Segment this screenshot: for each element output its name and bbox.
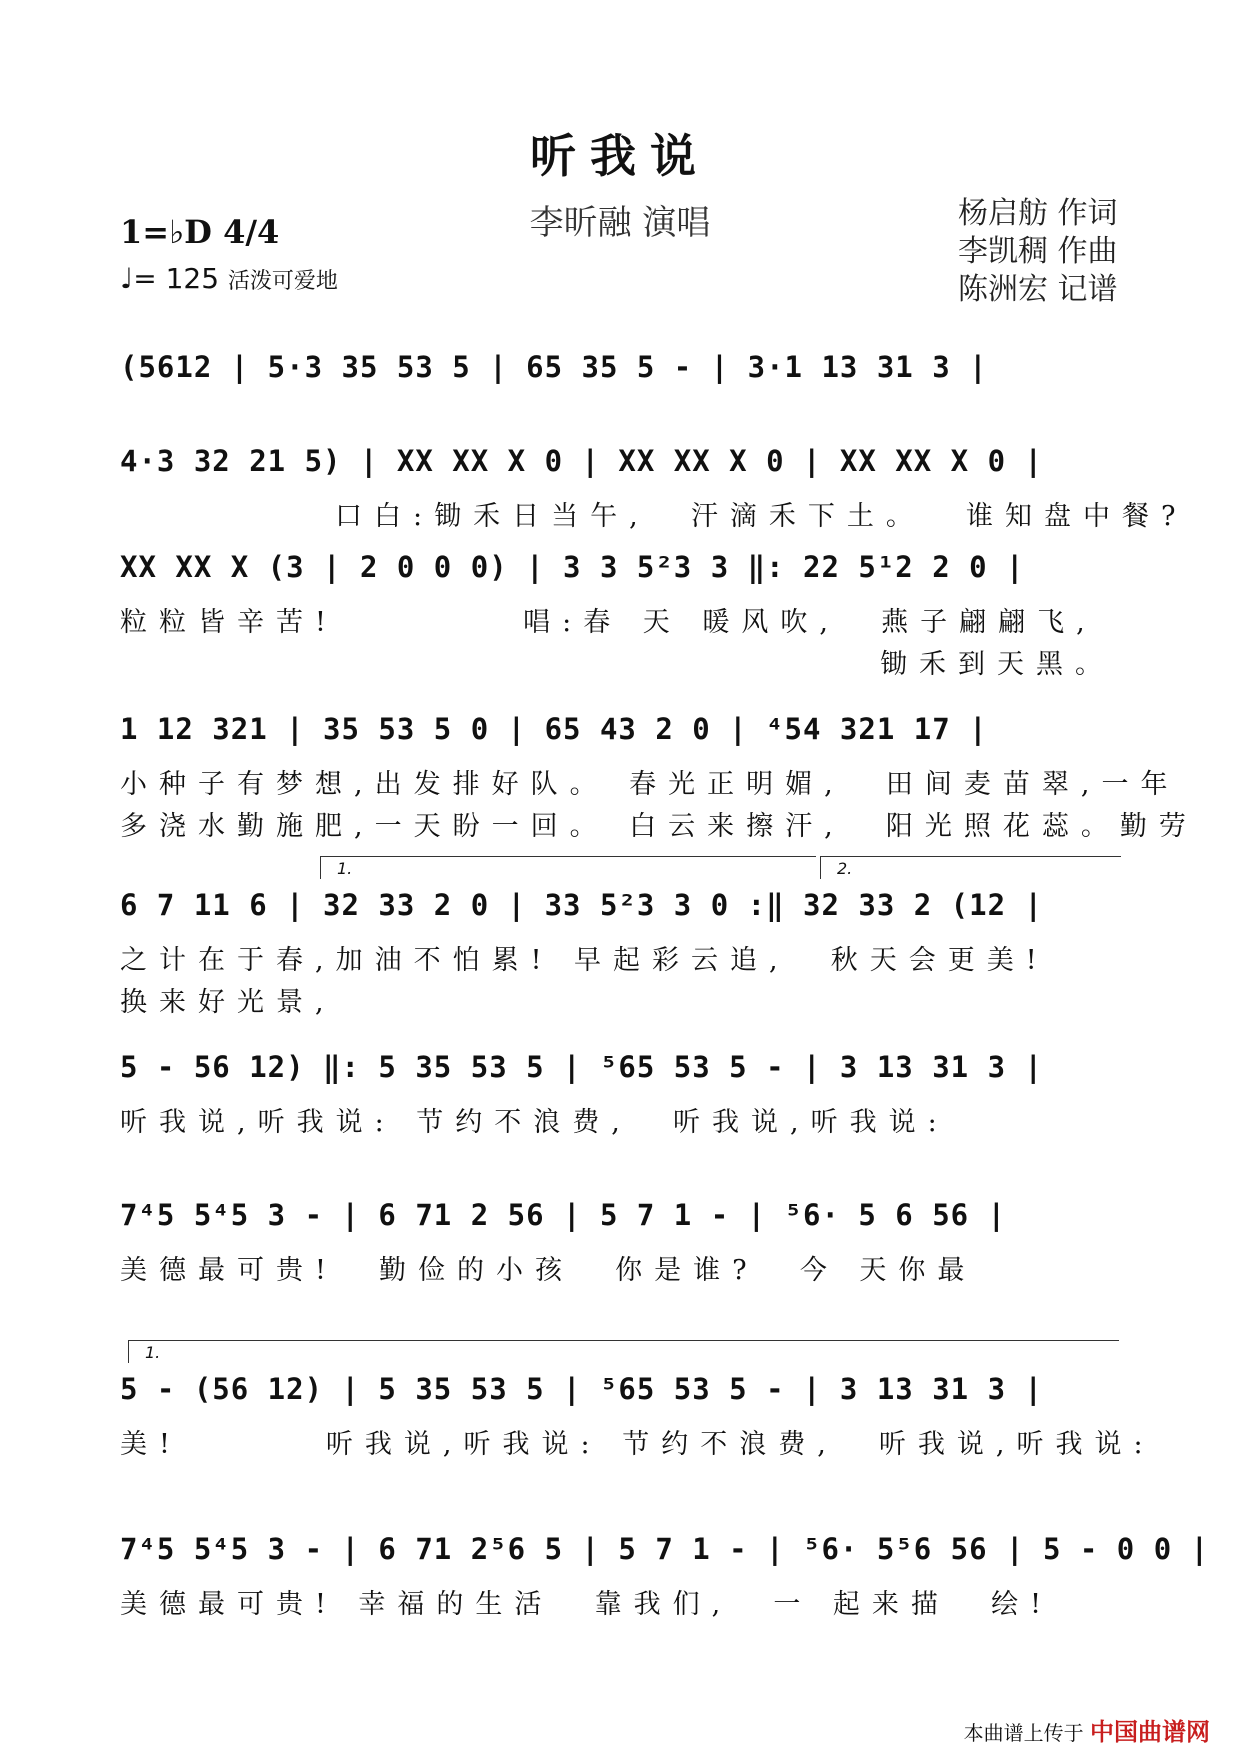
lyric-line: 听我说,听我说: 节约不浪费, 听我说,听我说: xyxy=(120,1107,949,1138)
expression-marking: 活泼可爱地 xyxy=(227,269,338,294)
performer: 李昕融 演唱 xyxy=(529,203,711,243)
footer: 本曲谱上传于 中国曲谱网 xyxy=(963,1718,1210,1746)
lyric-line: 小种子有梦想,出发排好队。 春光正明媚, 田间麦苗翠,一年 xyxy=(120,769,1180,800)
transcriber-credit: 陈洲宏 记谱 xyxy=(958,272,1118,307)
lyric-line: 美德最可贵! 勤俭的小孩 你是谁? 今 天你最 xyxy=(120,1255,977,1286)
volta-number: 1. xyxy=(145,1343,161,1362)
lyric-line: 粒粒皆辛苦! 唱:春 天 暖风吹, 燕子翩翩飞, xyxy=(120,607,1097,638)
key-signature: 1=♭D 4/4 xyxy=(120,213,280,251)
time-signature: 4/4 xyxy=(223,213,280,251)
score-title: 听我说 xyxy=(530,129,710,183)
lyric-line: 之计在于春,加油不怕累! 早起彩云追, 秋天会更美! xyxy=(120,945,1049,976)
notation-line: 5 - (56 12) | 5 35 53 5 | ⁵65 53 5 - | 3 13 31 3 | xyxy=(120,1372,1043,1406)
site-logo: 中国曲谱网 xyxy=(1090,1718,1210,1746)
lyric-line: 口白:锄禾日当午, 汗滴禾下土。 谁知盘中餐? xyxy=(335,501,1188,532)
lyric-line: 换来好光景, xyxy=(120,987,336,1018)
notation-line: 7⁴5 5⁴5 3 - | 6 71 2 56 | 5 7 1 - | ⁵6· 5 6 56 | xyxy=(120,1198,1007,1232)
notation-line: 1 12 321 | 35 53 5 0 | 65 43 2 0 | ⁴54 321 17 | xyxy=(120,712,988,746)
lyric-line: 锄禾到天黑。 xyxy=(880,649,1114,680)
lyric-line: 美德最可贵! 幸福的生活 靠我们, 一 起来描 绘! xyxy=(120,1589,1053,1620)
notation-line: 4·3 32 21 5) | XX XX X 0 | XX XX X 0 | XX XX X 0 | xyxy=(120,444,1043,478)
tempo-marking: ♩= 125 活泼可爱地 xyxy=(120,262,338,295)
volta-bracket xyxy=(820,856,1121,879)
notation-line: (5612 | 5·3 35 53 5 | 65 35 5 - | 3·1 13 31 3 | xyxy=(120,350,988,384)
volta-number: 2. xyxy=(837,859,853,878)
volta-number: 1. xyxy=(337,859,353,878)
notation-line: 7⁴5 5⁴5 3 - | 6 71 2⁵6 5 | 5 7 1 - | ⁵6· 5⁵6 56 | 5 - 0 0 | xyxy=(120,1532,1210,1566)
volta-bracket xyxy=(128,1340,1119,1363)
lyric-line: 美! 听我说,听我说: 节约不浪费, 听我说,听我说: xyxy=(120,1429,1155,1460)
lyric-line: 多浇水勤施肥,一天盼一回。 白云来擦汗, 阳光照花蕊。勤劳 xyxy=(120,811,1198,842)
composer-credit: 李凯稠 作曲 xyxy=(958,234,1118,269)
notation-line: 5 - 56 12) ‖: 5 35 53 5 | ⁵65 53 5 - | 3 13 31 3 | xyxy=(120,1050,1043,1084)
lyricist-credit: 杨启舫 作词 xyxy=(958,196,1118,231)
notation-line: XX XX X (3 | 2 0 0 0) | 3 3 5²3 3 ‖: 22 5¹2 2 0 | xyxy=(120,550,1025,584)
volta-bracket xyxy=(320,856,816,879)
notation-line: 6 7 11 6 | 32 33 2 0 | 33 5²3 3 0 :‖ 32 33 2 (12 | xyxy=(120,888,1043,922)
